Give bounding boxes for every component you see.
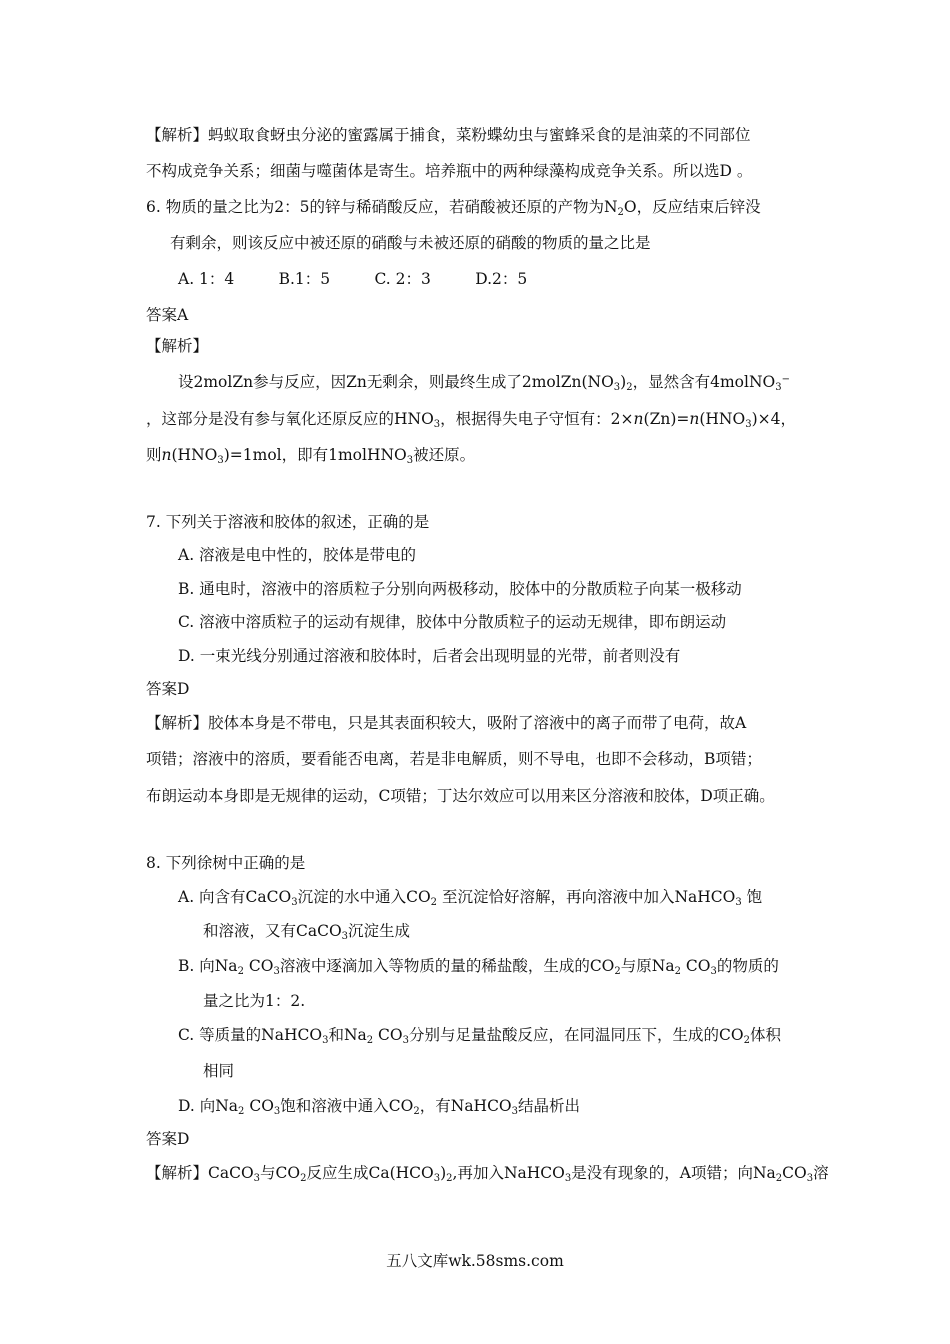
q7-stem: 7. 下列关于溶液和胶体的叙述，正确的是 <box>146 513 430 531</box>
q8-stem: 8. 下列徐树中正确的是 <box>146 854 306 872</box>
q8-option-b-line-2: 量之比为1：2. <box>203 992 306 1010</box>
q8-option-c-line-1: C. 等质量的NaHCO$_3$和$Na_2$ $CO_3$分别与足量盐酸反应，在同温同压下，生成的$CO_2$体积 <box>178 1026 781 1046</box>
q7-analysis-line-1: 【解析】胶体本身是不带电，只是其表面积较大，吸附了溶液中的离子而带了电荷，故A <box>146 714 747 732</box>
q6-options: A. 1：4 B.1：5 C. 2：3 D.2：5 <box>178 270 528 288</box>
q7-option-d: D. 一束光线分别通过溶液和胶体时，后者会出现明显的光带，前者则没有 <box>178 647 681 665</box>
q7-analysis-line-3: 布朗运动本身即是无规律的运动，C项错；丁达尔效应可以用来区分溶液和胶体，D项正确。 <box>146 787 775 805</box>
q6-stem-line-1: 6. 物质的量之比为2：5的锌与稀硝酸反应，若硝酸被还原的产物为$N_2O$，反应结束后锌没 <box>146 198 761 218</box>
q7-answer: 答案D <box>146 680 190 698</box>
q6-analysis-line-2: ，这部分是没有参与氧化还原反应的$HNO_3$，根据得失电子守恒有：$2\times n(Zn)=n(HNO_3)\times 4$， <box>146 410 796 430</box>
q6-analysis-line-1: 设2molZn参与反应，因Zn无剩余，则最终生成了$2molZn(NO_3)_2$，显然含有4molNO$_3$− <box>178 373 790 393</box>
q8-answer: 答案D <box>146 1130 190 1148</box>
q7-option-c: C. 溶液中溶质粒子的运动有规律，胶体中分散质粒子的运动无规律，即布朗运动 <box>178 613 727 631</box>
q5-analysis-line-1: 【解析】蚂蚁取食蚜虫分泌的蜜露属于捕食，菜粉蝶幼虫与蜜蜂采食的是油菜的不同部位 <box>146 126 751 144</box>
q5-analysis-line-2: 不构成竞争关系；细菌与噬菌体是寄生。培养瓶中的两种绿藻构成竞争关系。所以选D 。 <box>146 162 753 180</box>
q6-analysis-title: 【解析】 <box>146 337 209 355</box>
q8-option-a-line-2: 和溶液，又有CaCO$_3$沉淀生成 <box>203 922 411 942</box>
q8-option-c-line-2: 相同 <box>203 1062 235 1080</box>
q6-stem-line-2: 有剩余，则该反应中被还原的硝酸与未被还原的硝酸的物质的量之比是 <box>170 234 651 252</box>
q6-answer: 答案A <box>146 306 189 324</box>
q6-analysis-line-3: 则$n(HNO_3)=1mol$，即有1molHNO$_3$被还原。 <box>146 446 476 466</box>
q7-analysis-line-2: 项错；溶液中的溶质，要看能否电离，若是非电解质，则不导电，也即不会移动，B项错； <box>146 750 762 768</box>
q8-analysis-line-1: 【解析】CaCO$_3$与$CO_2$反应生成$Ca(HCO_3)_2$,再加入NaHCO$_3$是没有现象的，A项错；向$Na_2CO_3$溶 <box>146 1164 829 1184</box>
q8-option-b-line-1: B. 向$Na_2$ $CO_3$溶液中逐滴加入等物质的量的稀盐酸，生成的$CO_2$与原$Na_2$ $CO_3$的物质的 <box>178 957 779 977</box>
q7-option-b: B. 通电时，溶液中的溶质粒子分别向两极移动，胶体中的分散质粒子向某一极移动 <box>178 580 742 598</box>
page-footer: 五八文库wk.58sms.com <box>386 1252 564 1270</box>
q7-option-a: A. 溶液是电中性的，胶体是带电的 <box>178 546 417 564</box>
q8-option-d: D. 向$Na_2$ $CO_3$饱和溶液中通入$CO_2$，有NaHCO$_3$结晶析出 <box>178 1097 581 1117</box>
q8-option-a-line-1: A. 向含有CaCO$_3$沉淀的水中通入$CO_2$ 至沉淀恰好溶解，再向溶液中加入NaHCO$_3$ 饱 <box>178 888 763 908</box>
